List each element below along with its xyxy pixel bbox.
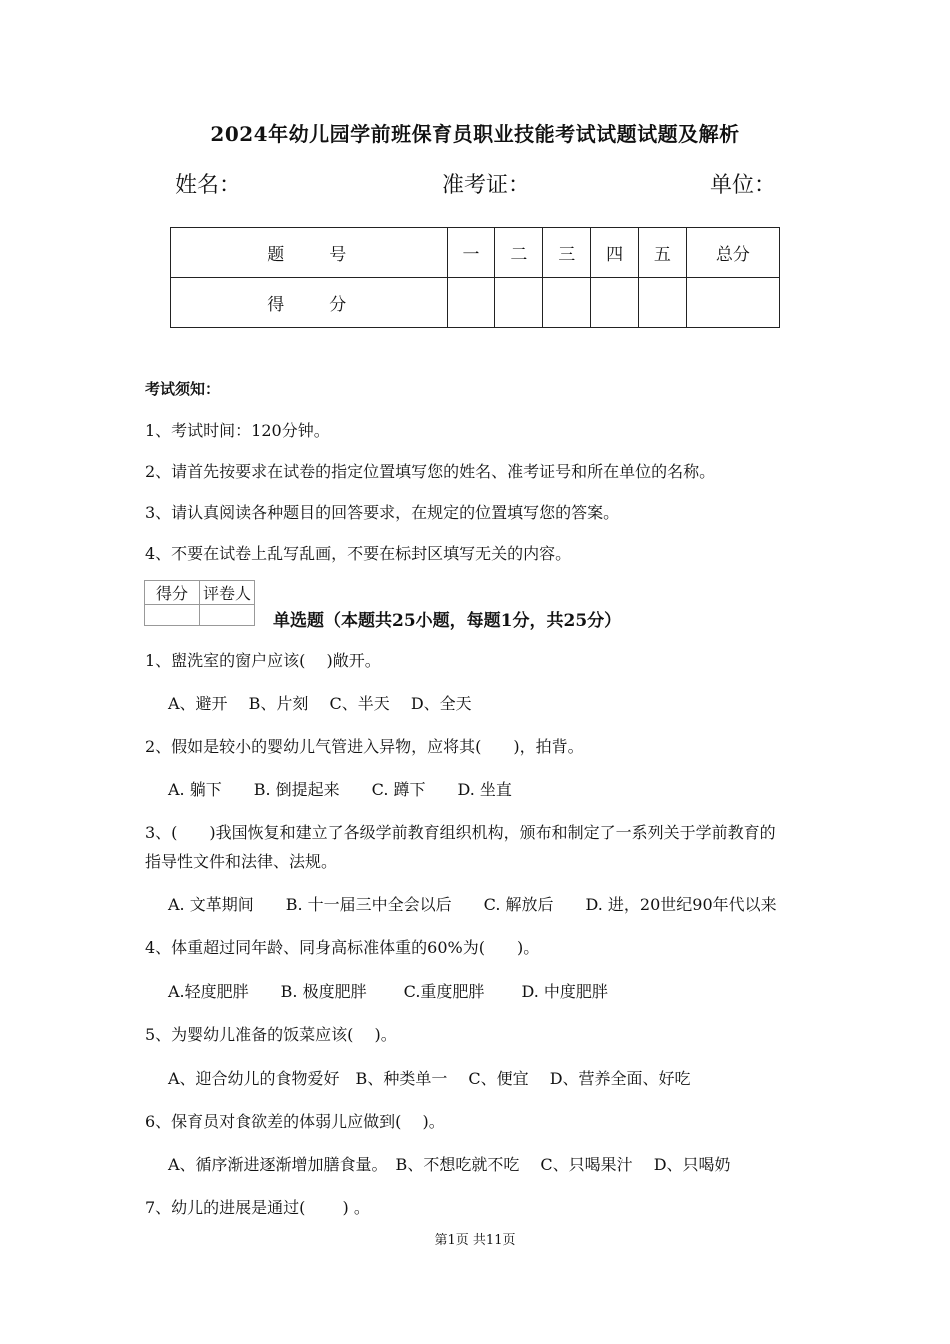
notice-item: 1、考试时间：120分钟。	[145, 421, 330, 440]
score-table	[170, 227, 780, 328]
score-cell	[686, 278, 779, 328]
question-5-options: A、迎合幼儿的食物爱好 B、种类单一 C、便宜 D、营养全面、好吃	[168, 1069, 691, 1088]
score-table-col-2: 二	[495, 228, 543, 278]
question-2: 2、假如是较小的婴幼儿气管进入异物，应将其( )，拍背。	[145, 737, 584, 756]
score-cell	[639, 278, 687, 328]
score-cell	[543, 278, 591, 328]
question-1-options: A、避开 B、片刻 C、半天 D、全天	[168, 694, 472, 713]
score-cell	[591, 278, 639, 328]
score-table-score-label: 得 分	[171, 278, 448, 328]
name-label: 姓名：	[175, 173, 242, 198]
question-4: 4、体重超过同年龄、同身高标准体重的60%为( )。	[145, 938, 540, 957]
notice-item: 4、不要在试卷上乱写乱画，不要在标封区填写无关的内容。	[145, 544, 572, 563]
score-cell	[447, 278, 495, 328]
page-title: 2024年幼儿园学前班保育员职业技能考试试题试题及解析	[210, 122, 740, 146]
notice-item: 2、请首先按要求在试卷的指定位置填写您的姓名、准考证号和所在单位的名称。	[145, 462, 716, 481]
question-1: 1、盥洗室的窗户应该( )敞开。	[145, 651, 381, 670]
question-6: 6、保育员对食欲差的体弱儿应做到( )。	[145, 1112, 445, 1131]
section-title: 单选题（本题共25小题，每题1分，共25分）	[273, 611, 622, 631]
grader-reviewer-cell	[200, 605, 255, 626]
notice-item: 3、请认真阅读各种题目的回答要求，在规定的位置填写您的答案。	[145, 503, 620, 522]
grader-score-cell	[145, 605, 200, 626]
score-table-col-4: 四	[591, 228, 639, 278]
grader-score-label: 得分	[145, 581, 200, 605]
score-table-col-3: 三	[543, 228, 591, 278]
question-6-options: A、循序渐进逐渐增加膳食量。 B、不想吃就不吃 C、只喝果汁 D、只喝奶	[168, 1155, 731, 1174]
question-4-options: A.轻度肥胖 B. 极度肥胖 C.重度肥胖 D. 中度肥胖	[168, 982, 608, 1001]
question-3-cont: 指导性文件和法律、法规。	[145, 852, 338, 871]
score-table-header-label: 题 号	[171, 228, 448, 278]
question-3: 3、( )我国恢复和建立了各级学前教育组织机构，颁布和制定了一系列关于学前教育的	[145, 823, 776, 842]
notice-title: 考试须知：	[145, 380, 221, 398]
question-3-options: A. 文革期间 B. 十一届三中全会以后 C. 解放后 D. 进，20世纪90年代以来	[168, 895, 777, 914]
score-table-col-total: 总分	[686, 228, 779, 278]
question-2-options: A. 躺下 B. 倒提起来 C. 蹲下 D. 坐直	[168, 780, 512, 799]
page-footer: 第1页 共11页	[434, 1233, 516, 1248]
score-table-col-5: 五	[639, 228, 687, 278]
grader-box	[144, 580, 255, 626]
score-table-score-row	[171, 278, 780, 328]
unit-label: 单位：	[710, 173, 777, 198]
score-cell	[495, 278, 543, 328]
score-table-header-row	[171, 228, 780, 278]
grader-reviewer-label: 评卷人	[200, 581, 255, 605]
ticket-label: 准考证：	[442, 173, 531, 198]
score-table-col-1: 一	[447, 228, 495, 278]
question-5: 5、为婴幼儿准备的饭菜应该( )。	[145, 1025, 397, 1044]
question-7: 7、幼儿的进展是通过( ) 。	[145, 1198, 370, 1217]
